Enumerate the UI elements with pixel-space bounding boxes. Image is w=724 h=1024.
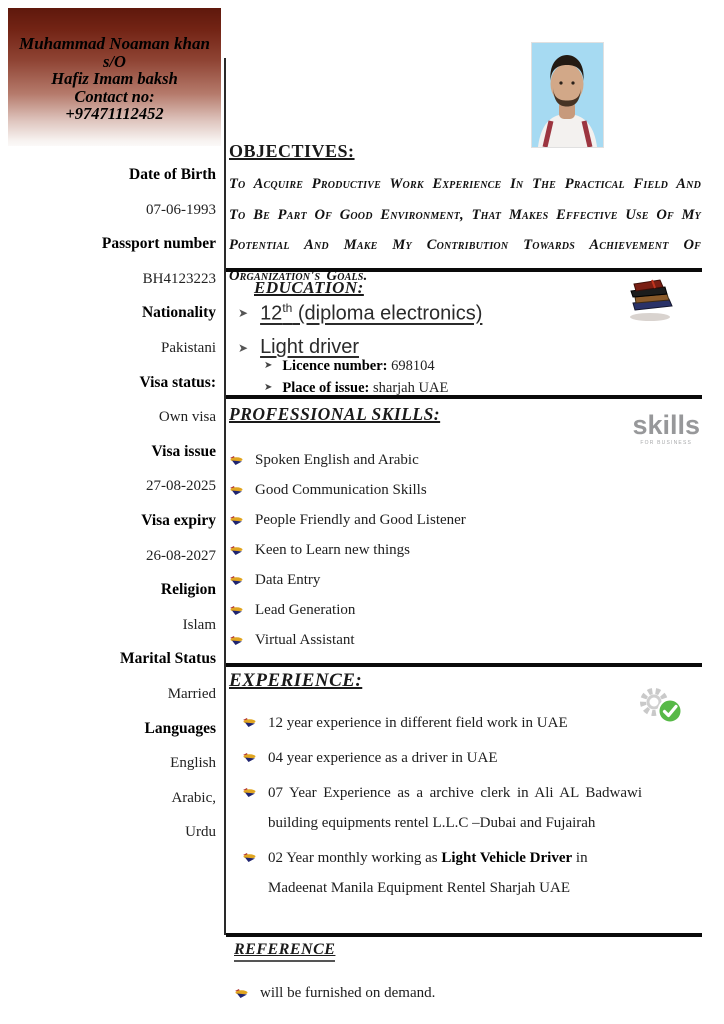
relation-text: s/O [103,51,126,71]
sidebar-label-marital-status: Marital Status [119,650,216,668]
sidebar-label-date-of-birth: Date of Birth [129,166,216,183]
place-of-issue-label: Place of issue: [282,380,370,396]
plane-bullet-icon [229,455,255,466]
sidebar-value-nationality: Pakistani [161,339,216,356]
sidebar-value-passport-number: BH4123223 [142,270,216,287]
experience-text-bold: Light Vehicle Driver [441,850,573,866]
skill-text: People Friendly and Good Listener [255,511,466,528]
objectives-body: To Acquire Productive Work Experience In The Practical Field And To Be Part Of Good Environment, That Makes Effective Use Of My Potential And Make My Contribution Towards Achievement Of Organization's Goals. [229,176,701,284]
sidebar-value-marital-status: Married [167,685,216,702]
reference-section [234,941,694,1002]
experience-item [242,843,642,903]
sidebar-label-visa-expiry: Visa expiry [141,511,216,529]
experience-text: 07 Year Experience as a archive clerk in Ali AL Badwawi building equipments rentel L.L.C –Dubai and Fujairah [268,785,642,831]
plane-bullet-icon [229,515,255,526]
sidebar-label-religion: Religion [160,581,216,599]
contact-label: Contact no: [74,86,155,106]
sidebar-label-nationality: Nationality [141,304,216,322]
plane-bullet-icon [242,852,268,863]
education-item-sup: th [282,301,293,315]
skill-text: Data Entry [255,571,321,588]
licence-number-text [282,358,434,375]
plane-bullet-icon [229,485,255,496]
books-stack-icon [622,276,676,327]
passport-photo [531,42,604,148]
experience-item [242,778,642,838]
sidebar-label-visa-issue: Visa issue [151,442,216,460]
arrow-bullet-icon: ➤ [264,382,273,393]
sidebar-label-languages: Languages [144,719,216,737]
arrow-bullet-icon: ➤ [264,360,273,371]
skills-for-business-logo [632,412,700,446]
experience-text [268,843,642,903]
personal-details-sidebar [0,158,216,850]
reference-text: will be furnished on demand. [260,985,436,1001]
plane-bullet-icon [242,717,268,728]
sidebar-value-language-arabic: Arabic, [171,789,216,806]
skill-text: Spoken English and Arabic [255,451,419,468]
education-item-12: 12 [260,302,283,325]
header-name-box [8,8,221,146]
sidebar-label-visa-status: Visa status: [139,373,216,391]
person-name: Muhammad Noaman khan [19,34,210,53]
experience-list [242,708,642,903]
sidebar-value-religion: Islam [182,616,216,633]
education-item-text [260,301,482,326]
sidebar-label-passport-number: Passport number [101,235,216,253]
plane-bullet-icon [234,988,260,999]
skills-logo-text: skills [632,410,700,440]
reference-item [234,985,694,1002]
gear-checkmark-icon [638,685,688,734]
skill-item [229,595,702,625]
skill-item [229,565,702,595]
education-section [226,268,702,399]
place-of-issue-row [264,380,448,397]
father-name: Hafiz Imam baksh [51,69,178,88]
arrow-bullet-icon: ➤ [238,306,249,320]
skill-item [229,625,702,655]
reference-heading: REFERENCE [234,941,335,962]
plane-bullet-icon [229,575,255,586]
plane-bullet-icon [229,545,255,556]
sidebar-value-visa-issue: 27-08-2025 [146,478,216,495]
sidebar-value-language-urdu: Urdu [185,824,216,841]
experience-text: 12 year experience in different field work in UAE [268,715,568,731]
objectives-heading: OBJECTIVES: [229,141,355,161]
experience-text-pre: 02 Year monthly working as [268,850,442,866]
sidebar-value-language-english: English [170,755,216,772]
skill-text: Keen to Learn new things [255,541,410,558]
education-item-diploma: (diploma electronics) [292,302,483,325]
skill-item [229,475,702,505]
place-of-issue-value: sharjah UAE [369,380,449,396]
licence-number-label: Licence number: [282,358,388,374]
arrow-bullet-icon: ➤ [238,341,249,355]
experience-section [226,663,702,908]
portrait-image [532,43,603,147]
education-item-light-driver [238,336,359,359]
sidebar-value-visa-status: Own visa [158,409,216,426]
skill-text: Virtual Assistant [255,631,355,648]
sidebar-value-visa-expiry: 26-08-2027 [146,547,216,564]
place-of-issue-text [282,380,448,397]
experience-text: 04 year experience as a driver in UAE [268,750,498,766]
plane-bullet-icon [242,752,268,763]
skill-item [229,445,702,475]
skills-heading: PROFESSIONAL SKILLS: [229,404,441,424]
sidebar-value-date-of-birth: 07-06-1993 [146,201,216,218]
education-item-12th [238,301,482,326]
skill-text: Good Communication Skills [255,481,427,498]
education-item-text: Light driver [260,336,359,358]
skills-list [229,445,702,655]
experience-heading: EXPERIENCE: [229,670,363,691]
phone-number: +97471112452 [65,104,164,123]
skills-logo-subtext: FOR BUSINESS [640,440,693,446]
skill-item [229,535,702,565]
experience-text-post: in Madeenat Manila Equipment Rentel Sharjah UAE [268,850,588,896]
skill-text: Lead Generation [255,601,356,618]
plane-bullet-icon [242,787,268,798]
licence-number-value: 698104 [387,358,435,374]
experience-item [242,708,642,738]
plane-bullet-icon [229,605,255,616]
education-heading: EDUCATION: [254,278,364,297]
skills-section [229,404,702,655]
section-divider-line [226,933,702,937]
licence-number-row [264,358,435,375]
skill-item [229,505,702,535]
plane-bullet-icon [229,635,255,646]
experience-item [242,743,642,773]
